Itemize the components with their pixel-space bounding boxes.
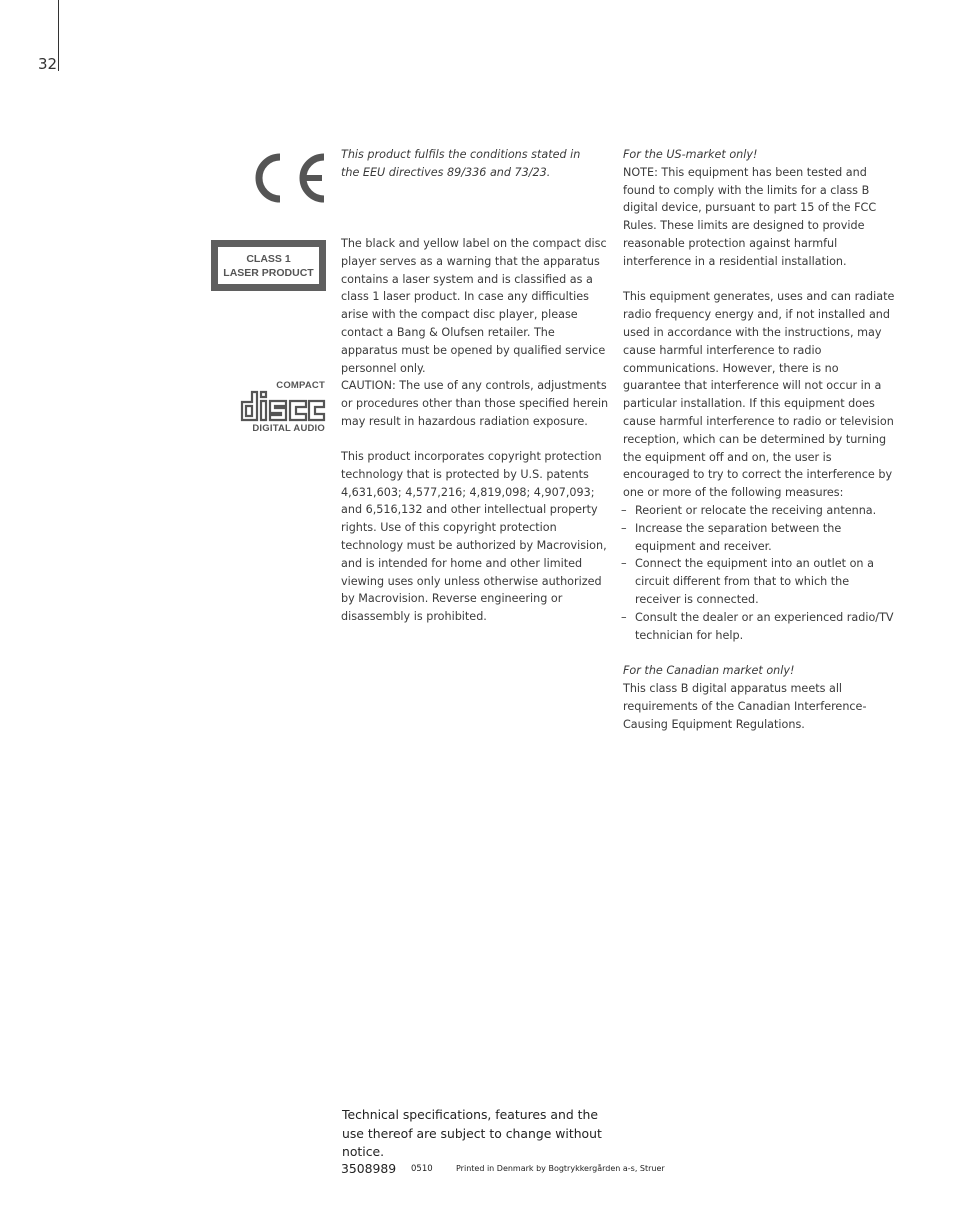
disc-wordmark-icon [240,390,326,422]
print-date-code: 0510 [411,1164,433,1174]
page-number: 32 [38,55,58,73]
margin-rule [58,0,59,71]
caution-text: CAUTION: The use of any controls, adjustments or procedures other than those specified herein may result in hazardous radiation exposure. [341,379,609,428]
fcc-note: NOTE: This equipment has been tested and found to comply with the limits for a class B digital device, pursuant to part 15 of the FCC Rules. These limits are designed to provide reasonable protection against harmful interference in a residential installation. [623,165,877,268]
list-item: – Consult the dealer or an experienced radio/TV technician for help. [623,609,895,645]
compact-disc-bottom-label: DIGITAL AUDIO [252,423,325,434]
printer-credit: Printed in Denmark by Bogtrykkergården a-s, Struer [456,1164,665,1173]
specifications-notice: Technical specifications, features and the use thereof are subject to change without notice. [342,1107,602,1159]
list-item: – Connect the equipment into an outlet on a circuit different from that to which the receiver is connected. [623,555,895,608]
copyright-protection-text: This product incorporates copyright protection technology that is protected by U.S. patents 4,631,603; 4,577,216; 4,819,098; 4,907,093; and 6,516,132 and other intellectual property rights. Use of this copyright protection technology must be authorized by Macrovision, and is intended for home and other limited viewing uses only unless otherwise authorized by Macrovision. Reverse engineering or disassembly is prohibited. [341,450,607,624]
laser-label-line2: LASER PRODUCT [223,266,314,279]
laser-warning-text: The black and yellow label on the compact disc player serves as a warning that the apparatus contains a laser system and is classified as a class 1 laser product. In case any difficulties arise with the compact disc player, please contact a Bang & Olufsen retailer. The apparatus must be opened by qualified service personnel only. [341,237,607,375]
ce-mark-icon [250,150,330,206]
us-market-heading: For the US-market only! [623,148,758,161]
regulatory-column [623,146,895,733]
list-item: – Reorient or relocate the receiving antenna. [623,502,895,520]
document-code: 3508989 [341,1161,397,1176]
fcc-interference-paragraph: This equipment generates, uses and can radiate radio frequency energy and, if not installed and used in accordance with the instructions, may cause harmful interference to radio communications. However, there is no guarantee that interference will not occur in a particular installation. If this equipment does cause harmful interference to radio or television reception, which can be determined by turning the equipment off and on, the user is encouraged to try to correct the interference by one or more of the following measures: [623,290,895,500]
canadian-market-heading: For the Canadian market only! [623,664,795,678]
list-item: – Increase the separation between the equipment and receiver. [623,520,895,556]
laser-label-line1: CLASS 1 [246,252,291,265]
canadian-regulation-text: This class B digital apparatus meets all requirements of the Canadian Interference-Causing Equipment Regulations. [623,681,867,731]
measures-list [623,502,895,644]
compact-disc-top-label: COMPACT [276,380,325,391]
laser-product-label [211,240,326,291]
ce-conformity-text: This product fulfils the conditions stated in the EEU directives 89/336 and 73/23. [341,148,581,179]
compact-disc-logo [240,380,326,436]
